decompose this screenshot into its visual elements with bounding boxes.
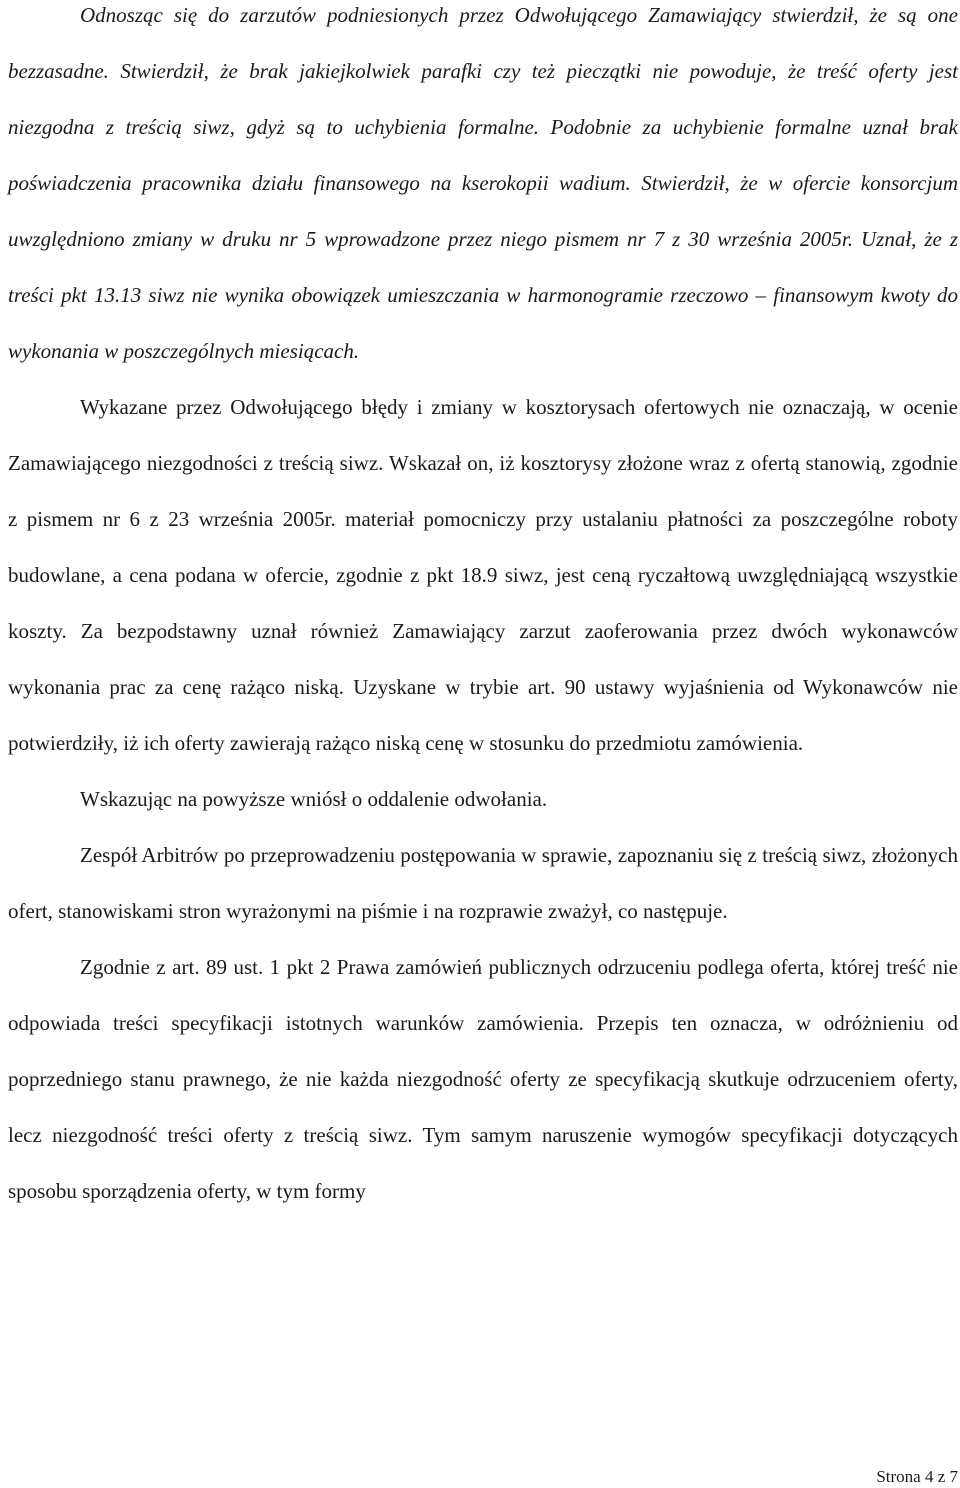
paragraph-request-dismissal: Wskazując na powyższe wniósł o oddalenie odwołania. [80,787,548,811]
document-page [8,0,958,1219]
page-number-footer: Strona 4 z 7 [876,1467,958,1486]
paragraph-zamawiajacy-response: Odnosząc się do zarzutów podniesionych przez Odwołującego Zamawiający stwierdził, że są one bezzasadne. Stwierdził, że brak jakiejkolwiek parafki czy też pieczątki nie powoduje, że treść oferty jest niezgodna z treścią siwz, gdyż są to uchybienia formalne. Podobnie za uchybienie formalne uznał brak poświadczenia pracownika działu finansowego na kserokopii wadium. Stwierdził, że w ofercie konsorcjum uwzględniono zmiany w druku nr 5 wprowadzone przez niego pismem nr 7 z 30 września 2005r. Uznał, że z treści pkt 13.13 siwz nie wynika obowiązek umieszczania w harmonogramie rzeczowo – finansowym kwoty do wykonania w poszczególnych miesiącach. [8,3,958,363]
paragraph-kosztorysy: Wykazane przez Odwołującego błędy i zmiany w kosztorysach ofertowych nie oznaczają, w ocenie Zamawiającego niezgodności z treścią siwz. Wskazał on, iż kosztorysy złożone wraz z ofertą stanowią, zgodnie z pismem nr 6 z 23 września 2005r. materiał pomocniczy przy ustalaniu płatności za poszczególne roboty budowlane, a cena podana w ofercie, zgodnie z pkt 18.9 siwz, jest ceną ryczałtową uwzględniającą wszystkie koszty. Za bezpodstawny uznał również Zamawiający zarzut zaoferowania przez dwóch wykonawców wykonania prac za cenę rażąco niską. Uzyskane w trybie art. 90 ustawy wyjaśnienia od Wykonawców nie potwierdziły, iż ich oferty zawierają rażąco niską cenę w stosunku do przedmiotu zamówienia. [8,395,958,755]
paragraph-legal-basis: Zgodnie z art. 89 ust. 1 pkt 2 Prawa zamówień publicznych odrzuceniu podlega oferta, której treść nie odpowiada treści specyfikacji istotnych warunków zamówienia. Przepis ten oznacza, w odróżnieniu od poprzedniego stanu prawnego, że nie każda niezgodność oferty ze specyfikacją skutkuje odrzuceniem oferty, lecz niezgodność treści oferty z treścią siwz. Tym samym naruszenie wymogów specyfikacji dotyczących sposobu sporządzenia oferty, w tym formy [8,955,958,1203]
paragraph-arbitrators-findings: Zespół Arbitrów po przeprowadzeniu postępowania w sprawie, zapoznaniu się z treścią siwz, złożonych ofert, stanowiskami stron wyrażonymi na piśmie i na rozprawie zważył, co następuje. [8,843,958,923]
